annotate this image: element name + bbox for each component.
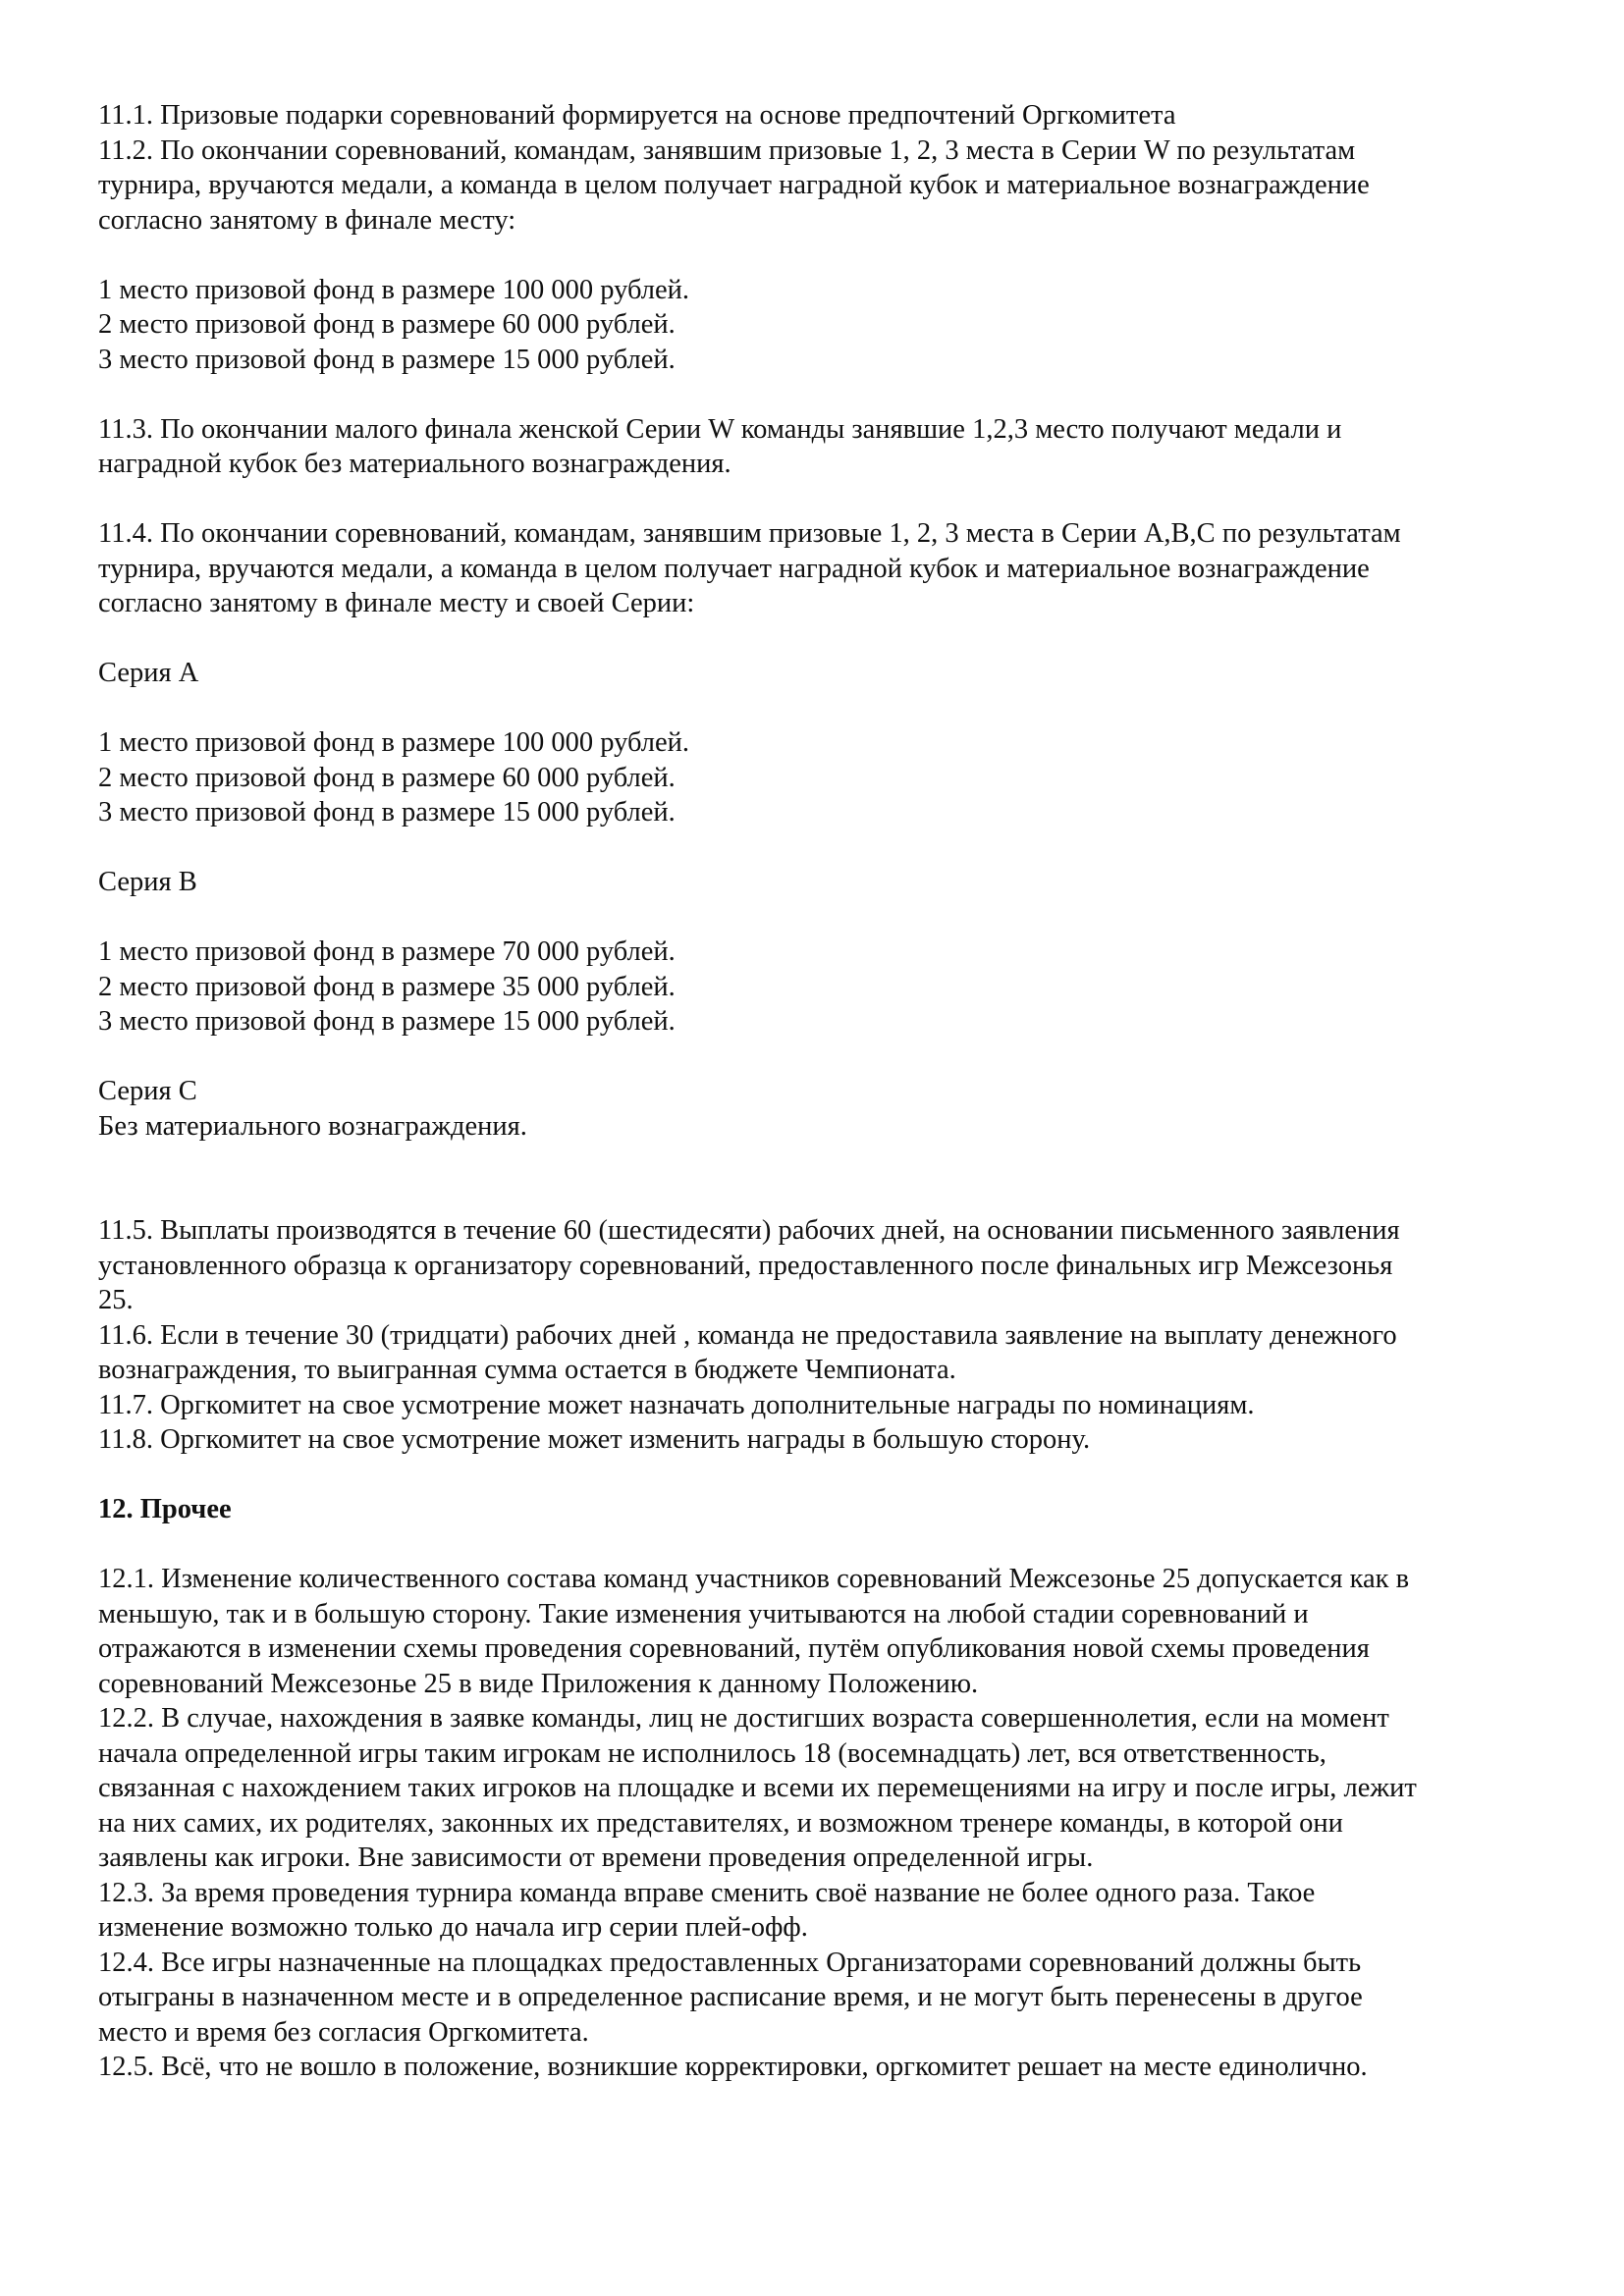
text-line: 11.8. Оргкомитет на свое усмотрение может изменить награды в большую сторону. (98, 1424, 1091, 1455)
text-line: 12.4. Все игры назначенные на площадках предоставленных Организаторами соревнований должны быть (98, 1947, 1362, 1978)
text-line: меньшую, так и в большую сторону. Такие изменения учитываются на любой стадии соревнований и (98, 1598, 1309, 1629)
series-c-note: Без материального вознаграждения. (98, 1110, 527, 1142)
spacer (98, 621, 1532, 657)
text-line: 12.3. За время проведения турнира команда вправе сменить своё название не более одного раза. Такое (98, 1877, 1316, 1908)
text-line: установленного образца к организатору соревнований, предоставленного после финальных игр Межсезонья (98, 1250, 1393, 1281)
text-line: начала определенной игры таким игрокам не исполнилось 18 (восемнадцать) лет, вся ответственность, (98, 1737, 1326, 1769)
prize-line: 1 место призовой фонд в размере 70 000 рублей. (98, 936, 676, 967)
paragraph-12-4 (98, 1946, 1532, 2051)
prize-line: 2 место призовой фонд в размере 60 000 рублей. (98, 762, 676, 793)
prize-line: 3 место призовой фонд в размере 15 000 рублей. (98, 344, 676, 375)
series-c-title: Серия С (98, 1076, 197, 1106)
spacer (98, 691, 1532, 726)
spacer (98, 238, 1532, 273)
text-line: вознаграждения, то выигранная сумма остается в бюджете Чемпионата. (98, 1355, 956, 1385)
text-line: 11.6. Если в течение 30 (тридцати) рабочих дней , команда не предоставила заявление на выплату денежного (98, 1319, 1397, 1351)
paragraph-11-7 (98, 1388, 1532, 1423)
spacer (98, 1144, 1532, 1213)
paragraph-11-8 (98, 1422, 1532, 1458)
text-line: 25. (98, 1285, 134, 1315)
text-line: отражаются в изменении схемы проведения соревнований, путём опубликования новой схемы проведения (98, 1633, 1370, 1664)
text-line: наградной кубок без материального вознаграждения. (98, 449, 731, 479)
text-line: соревнований Межсезонье 25 в виде Приложения к данному Положению. (98, 1668, 979, 1699)
text-line: 12.2. В случае, нахождения в заявке команды, лиц не достигших возраста совершеннолетия, если на момент (98, 1703, 1389, 1734)
text-line: отыграны в назначенном месте и в определенное расписание время, и не могут быть перенесены в другое (98, 1982, 1363, 2012)
text-line: 11.1. Призовые подарки соревнований формируется на основе предпочтений Оргкомитета (98, 100, 1176, 131)
text-line: на них самих, их родителях, законных их представителях, и возможном тренере команды, в которой они (98, 1807, 1343, 1839)
text-line: место и время без согласия Оргкомитета. (98, 2016, 589, 2048)
paragraph-11-1 (98, 98, 1532, 133)
paragraph-12-3 (98, 1876, 1532, 1946)
text-line: 11.4. По окончании соревнований, командам, занявшим призовые 1, 2, 3 места в Серии A,B,C по результатам (98, 518, 1401, 549)
series-b-title: Серия В (98, 867, 197, 897)
text-line: согласно занятому в финале месту и своей Серии: (98, 588, 695, 618)
paragraph-11-3 (98, 412, 1532, 482)
series-a-prize-list (98, 725, 1532, 830)
spacer (98, 900, 1532, 935)
text-line: 11.7. Оргкомитет на свое усмотрение может назначать дополнительные награды по номинациям. (98, 1389, 1255, 1420)
paragraph-12-5 (98, 2050, 1532, 2085)
prize-line: 3 место призовой фонд в размере 15 000 рублей. (98, 797, 676, 828)
section-12-heading: 12. Прочее (98, 1494, 232, 1524)
prize-line: 1 место призовой фонд в размере 100 000 рублей. (98, 274, 690, 305)
text-line: заявлены как игроки. Вне зависимости от времени проведения определенной игры. (98, 1842, 1094, 1873)
paragraph-12-2 (98, 1701, 1532, 1876)
series-a-title: Серия А (98, 658, 199, 688)
text-line: 11.5. Выплаты производятся в течение 60 (шестидесяти) рабочих дней, на основании письменного заявления (98, 1215, 1400, 1246)
text-line: 11.3. По окончании малого финала женской Серии W команды занявшие 1,2,3 место получают медали и (98, 413, 1342, 445)
spacer (98, 482, 1532, 517)
series-w-prize-list (98, 273, 1532, 378)
text-line: 12.1. Изменение количественного состава команд участников соревнований Межсезонье 25 допускается как в (98, 1564, 1410, 1594)
text-line: 11.2. По окончании соревнований, командам, занявшим призовые 1, 2, 3 места в Серии W по результатам (98, 134, 1356, 166)
text-line: 12.5. Всё, что не вошло в положение, возникшие корректировки, оргкомитет решает на месте единолично. (98, 2052, 1368, 2082)
prize-line: 1 место призовой фонд в размере 100 000 рублей. (98, 727, 690, 758)
paragraph-11-5 (98, 1213, 1532, 1318)
paragraph-12-1 (98, 1562, 1532, 1701)
paragraph-11-4 (98, 516, 1532, 621)
prize-line: 2 место призовой фонд в размере 60 000 рублей. (98, 309, 676, 340)
spacer (98, 1040, 1532, 1075)
series-b-prize-list (98, 934, 1532, 1040)
text-line: связанная с нахождением таких игроков на площадке и всеми их перемещениями на игру и после игры, лежит (98, 1773, 1417, 1803)
spacer (98, 830, 1532, 866)
document-page (98, 98, 1532, 2085)
text-line: согласно занятому в финале месту: (98, 204, 516, 236)
text-line: турнира, вручаются медали, а команда в целом получает наградной кубок и материальное вознаграждение (98, 170, 1370, 200)
spacer (98, 1527, 1532, 1563)
spacer (98, 377, 1532, 412)
prize-line: 2 место призовой фонд в размере 35 000 рублей. (98, 971, 676, 1002)
text-line: изменение возможно только до начала игр серии плей-офф. (98, 1912, 808, 1943)
spacer (98, 1458, 1532, 1493)
paragraph-11-6 (98, 1318, 1532, 1388)
prize-line: 3 место призовой фонд в размере 15 000 рублей. (98, 1006, 676, 1037)
text-line: турнира, вручаются медали, а команда в целом получает наградной кубок и материальное вознаграждение (98, 553, 1370, 584)
paragraph-11-2 (98, 133, 1532, 239)
